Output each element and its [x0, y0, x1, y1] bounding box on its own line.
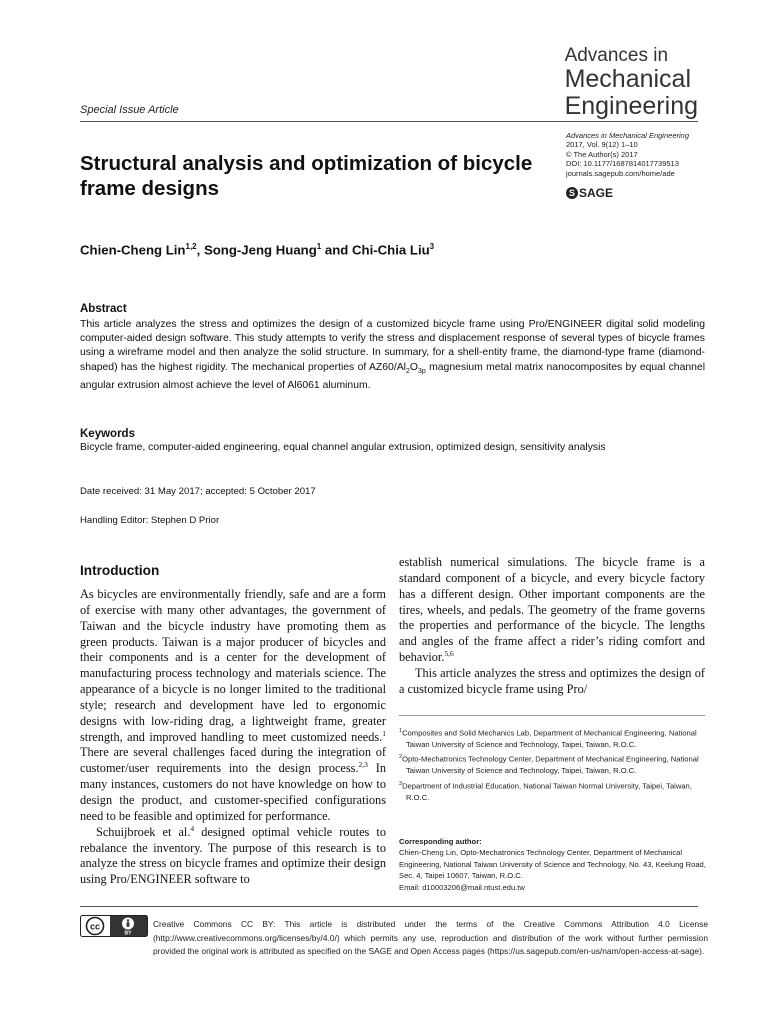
- left-column: [80, 587, 386, 888]
- journal-name-line2: Mechanical: [564, 65, 692, 93]
- paragraph-text: Schuijbroek et al.: [96, 824, 191, 839]
- author-affiliation-sup: 3: [429, 242, 435, 251]
- affiliation-item: [399, 779, 709, 803]
- journal-name-line1: Advances in: [564, 45, 669, 66]
- author-affiliation-sup: 1,2: [185, 242, 197, 251]
- footer-rule: [80, 906, 698, 907]
- keywords-text: Bicycle frame, computer-aided engineering, equal channel angular extrusion, optimized design, sensitivity analysis: [80, 442, 606, 453]
- meta-volume: 2017, Vol. 9(12) 1–10: [566, 140, 638, 150]
- subscript: 3p: [417, 367, 426, 375]
- author-list: [80, 242, 434, 257]
- affiliation-item: [399, 752, 709, 776]
- corresponding-email[interactable]: Email: d10003206@mail.ntust.edu.tw: [399, 882, 525, 892]
- license-text: [80, 918, 708, 959]
- sage-icon: S: [566, 187, 578, 199]
- intro-paragraph: [80, 587, 386, 825]
- paragraph-text: In many instances, customers do not have knowledge on how to design the product, and customer-specified configurations need to be feasible and optimized for performance.: [80, 761, 386, 823]
- header-rule: [80, 121, 698, 122]
- abstract-text-part: magnesium metal matrix nanocomposites by equal channel angular extrusion almost achieve the level of Al6061 aluminum.: [80, 361, 705, 391]
- article-title: Structural analysis and optimization of bicycle frame designs: [80, 152, 533, 200]
- right-column: [399, 555, 705, 698]
- citation-sup[interactable]: 5,6: [444, 648, 454, 658]
- author-name: Chi-Chia Liu: [352, 242, 430, 258]
- journal-logo: [565, 46, 698, 120]
- corresponding-heading: Corresponding author:: [399, 837, 482, 846]
- author-separator: and: [321, 242, 353, 258]
- affiliation-item: [399, 726, 709, 750]
- corresponding-text: Chien-Cheng Lin, Opto-Mechatronics Technology Center, Department of Mechanical Engineering, National Taiwan University of Science and Technology, No. 43, Keelung Road, Sec. 4, Taipei 10607, Taiwan, R.O.C.: [399, 848, 706, 881]
- intro-paragraph: [80, 825, 386, 888]
- subscript: 2: [405, 367, 410, 375]
- affiliations: [399, 726, 709, 805]
- introduction-heading: Introduction: [80, 563, 160, 578]
- meta-journal: Advances in Mechanical Engineering: [566, 131, 689, 140]
- journal-name-line3: Engineering: [564, 92, 698, 120]
- svg-text:cc: cc: [89, 921, 101, 932]
- author-separator: ,: [196, 242, 204, 258]
- paragraph-text: There are several challenges faced during the integration of customer/user requirements into the design process.: [80, 745, 386, 776]
- meta-doi[interactable]: DOI: 10.1177/1687814017739513: [566, 159, 679, 169]
- article-type: Special Issue Article: [80, 104, 179, 116]
- citation-sup[interactable]: 1: [382, 728, 386, 738]
- author-name: Chien-Cheng Lin: [80, 242, 186, 258]
- meta-copyright: © The Author(s) 2017: [566, 149, 638, 159]
- dates-line: Date received: 31 May 2017; accepted: 5 October 2017: [80, 486, 316, 497]
- affiliation-text: Composites and Solid Mechanics Lab, Department of Mechanical Engineering, National Taiwan University of Science and Technology, Taipei, Taiwan, R.O.C.: [402, 728, 697, 749]
- corresponding-author: [399, 836, 709, 893]
- citation-sup[interactable]: 2,3: [358, 760, 368, 770]
- affiliation-number: 2: [399, 754, 403, 761]
- abstract-text-part: O: [409, 361, 418, 373]
- footnote-rule: [399, 715, 705, 716]
- sage-label: SAGE: [579, 186, 614, 200]
- paragraph-text: establish numerical simulations. The bicycle frame is a standard component of a bicycle, and every bicycle factory has a different design. Other important components are the tires, wheels, and pedals. The geometry of the frame governs the properties and performance of the bicycle. The lengths and angles of the frame affect a rider’s riding comfort and behavior.: [399, 555, 705, 665]
- abstract-heading: Abstract: [80, 303, 127, 315]
- intro-paragraph: [399, 555, 705, 666]
- paragraph-text: designed optimal vehicle routes to rebalance the inventory. The purpose of this research is to analyze the stress on bicycle frames and optimize their design using Pro/ENGINEER software to: [80, 824, 386, 887]
- affiliation-number: 1: [399, 728, 403, 734]
- paragraph-text: As bicycles are environmentally friendly, safe and are a form of exercise with many other advantages, the government of Taiwan and the bicycle industry have promoting them as green products. Taiwan is a major producer of bicycles and their components and is a center for the development of manufacturing process technology and materials science. The appearance of a bicycle is no longer limited to the traditional style; research and development have led to ergonomic designs with low-riding drag, a lightweight frame, greater strength, and improved handling to meet customized needs.: [80, 587, 386, 744]
- affiliation-text: Department of Industrial Education, National Taiwan Normal University, Taipei, Taiwan, R.O.C.: [402, 781, 692, 802]
- affiliation-number: 3: [399, 780, 403, 787]
- author-affiliation-sup: 1: [316, 242, 322, 251]
- svg-text:BY: BY: [124, 930, 132, 937]
- author-name: Song-Jeng Huang: [203, 242, 317, 258]
- handling-editor: Handling Editor: Stephen D Prior: [80, 515, 220, 526]
- abstract-text: [80, 318, 705, 393]
- license-paragraph: Creative Commons CC BY: This article is distributed under the terms of the Creative Commons Attribution 4.0 License (http://www.creativecommons.org/licenses/by/4.0/) which permits any use, reproduction and distribution of the work without further permission provided the original work is attributed as specified on the SAGE and Open Access pages (https://us.sagepub.com/en-us/nam/open-access-at-sage).: [153, 919, 708, 957]
- citation-sup[interactable]: 4: [190, 823, 195, 833]
- affiliation-text: Opto-Mechatronics Technology Center, Department of Mechanical Engineering, National Taiwan University of Science and Technology, Taipei, Taiwan, R.O.C.: [402, 754, 699, 776]
- keywords-heading: Keywords: [80, 428, 135, 440]
- sage-logo: [566, 186, 613, 200]
- abstract-text-part: This article analyzes the stress and optimizes the design of a customized bicycle frame using Pro/ENGINEER digital solid modeling computer-aided design software. This study attempts to verify the stress and displacement response of several types of bicycle frames using a wireframe model and then analyze the solid structure. In summary, for a shell-entity frame, the diamond-type frame (diamond-shaped) has the highest rigidity. The mechanical properties of AZ60/Al: [80, 319, 705, 373]
- meta-url[interactable]: journals.sagepub.com/home/ade: [566, 168, 675, 178]
- intro-paragraph: This article analyzes the stress and optimizes the design of a customized bicycle frame using Pro/: [399, 665, 705, 696]
- publication-meta: [566, 131, 726, 178]
